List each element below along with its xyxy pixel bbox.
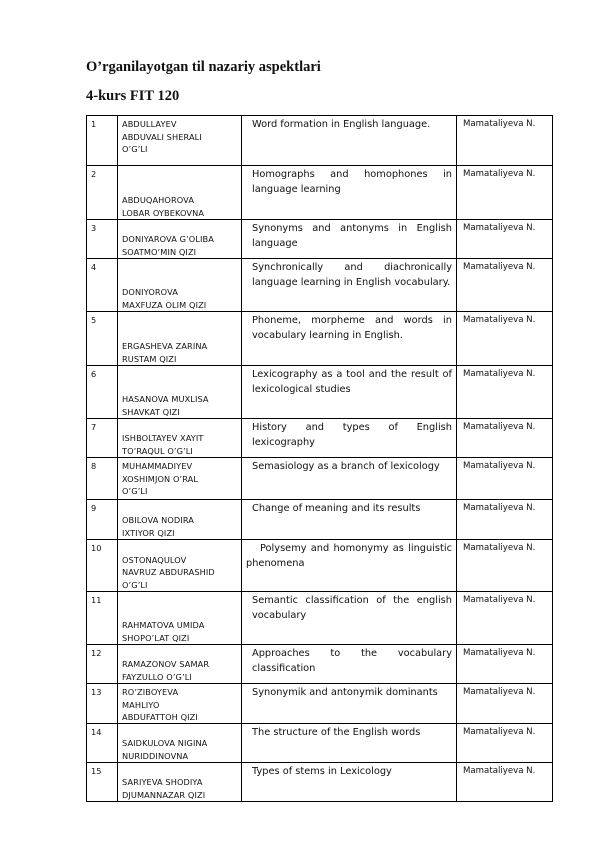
student-name-line: FAYZULLO O’G’LI [122,671,192,682]
student-name-line: ABDUQAHOROVA [122,195,195,205]
student-name-line: O’G’LI [122,144,148,154]
student-name-line: ABDULLAYEV [122,119,177,129]
row-number: 13 [87,684,118,724]
student-topics-table [86,115,553,802]
thesis-topic: Change of meaning and its results [242,500,457,540]
student-name-line: MUHAMMADIYEV [122,461,193,471]
student-name-cell [118,684,242,724]
thesis-topic: Synchronically and diachronically language learning in English vocabulary. [242,259,457,312]
table-row [87,220,553,259]
thesis-topic: Semasiology as a branch of lexicology [242,458,457,500]
row-number: 12 [87,645,118,684]
table-row [87,366,553,419]
row-number: 7 [87,419,118,458]
row-number: 9 [87,500,118,540]
student-name-line: OSTONAQULOV [122,554,187,565]
thesis-topic: Semantic classification of the english vocabulary [242,592,457,645]
row-number: 11 [87,592,118,645]
supervisor-name: Mamataliyeva N. [457,500,553,540]
row-number: 4 [87,259,118,312]
table-row [87,116,553,166]
student-name-cell [118,312,242,366]
table-row [87,645,553,684]
thesis-topic: Types of stems in Lexicology [242,763,457,802]
table-row [87,763,553,802]
student-name-line: XOSHIMJON O’RAL [122,473,199,484]
student-name-cell [118,724,242,763]
student-name-line: HASANOVA MUXLISA [122,394,209,404]
supervisor-name: Mamataliyeva N. [457,166,553,220]
student-name-line: O’G’LI [122,579,148,590]
student-name-line: MAXFUZA OLIM QIZI [122,299,207,310]
table-row [87,724,553,763]
table-row [87,684,553,724]
student-name-line: MAHLIYO [122,699,160,710]
thesis-topic: Word formation in English language. [242,116,457,166]
row-number: 8 [87,458,118,500]
table-row [87,592,553,645]
supervisor-name: Mamataliyeva N. [457,763,553,802]
thesis-topic: The structure of the English words [242,724,457,763]
document-title: O’rganilayotgan til nazariy aspektlari [86,59,321,75]
student-name-line: SARIYEVA SHODIYA [122,777,203,787]
row-number: 6 [87,366,118,419]
student-name-line: SOATMO’MIN QIZI [122,246,197,257]
table-row [87,540,553,592]
student-name-cell [118,592,242,645]
student-name-cell [118,500,242,540]
student-name-line: ERGASHEVA ZARINA [122,341,208,351]
student-name-cell [118,116,242,166]
thesis-topic: Polysemy and homonymy as linguistic phenomena [242,540,457,592]
student-name-line: O’G’LI [122,486,148,496]
supervisor-name: Mamataliyeva N. [457,259,553,312]
supervisor-name: Mamataliyeva N. [457,116,553,166]
thesis-topic: History and types of English lexicography [242,419,457,458]
student-name-line: NURIDDINOVNA [122,750,189,761]
student-name-cell [118,763,242,802]
row-number: 14 [87,724,118,763]
student-name-line: ABDUFATTOH QIZI [122,712,198,722]
document-subtitle: 4-kurs FIT 120 [86,88,180,104]
student-name-line: DJUMANNAZAR QIZI [122,789,206,800]
supervisor-name: Mamataliyeva N. [457,724,553,763]
student-name-line: IXTIYOR QIZI [122,527,175,538]
supervisor-name: Mamataliyeva N. [457,312,553,366]
student-name-cell [118,645,242,684]
student-name-line: RO’ZIBOYEVA [122,687,179,697]
thesis-topic: Homographs and homophones in language learning [242,166,457,220]
table-row [87,419,553,458]
thesis-topic: Synonymik and antonymik dominants [242,684,457,724]
student-name-line: SHOPO’LAT QIZI [122,632,190,643]
table-row [87,312,553,366]
student-name-cell [118,366,242,419]
student-name-line: ABDUVALI SHERALI [122,131,202,142]
table-row [87,166,553,220]
student-name-cell [118,166,242,220]
row-number: 5 [87,312,118,366]
thesis-topic: Phoneme, morpheme and words in vocabulary learning in English. [242,312,457,366]
student-name-cell [118,259,242,312]
row-number: 2 [87,166,118,220]
student-name-cell [118,458,242,500]
row-number: 1 [87,116,118,166]
student-name-line: DONIYAROVA G’OLIBA [122,234,214,244]
student-name-line: SHAVKAT QIZI [122,406,180,417]
student-name-cell [118,419,242,458]
supervisor-name: Mamataliyeva N. [457,684,553,724]
thesis-topic: Approaches to the vocabulary classification [242,645,457,684]
supervisor-name: Mamataliyeva N. [457,592,553,645]
student-name-line: OBILOVA NODIRA [122,515,194,525]
row-number: 3 [87,220,118,259]
thesis-topic: Synonyms and antonyms in English language [242,220,457,259]
student-name-line: LOBAR OYBEKOVNA [122,207,205,218]
supervisor-name: Mamataliyeva N. [457,220,553,259]
supervisor-name: Mamataliyeva N. [457,366,553,419]
supervisor-name: Mamataliyeva N. [457,645,553,684]
student-name-cell [118,220,242,259]
table-row [87,259,553,312]
student-name-line: RAMAZONOV SAMAR [122,659,210,669]
row-number: 15 [87,763,118,802]
table-row [87,500,553,540]
student-name-line: SAIDKULOVA NIGINA [122,738,208,748]
student-name-line: TO’RAQUL O’G’LI [122,445,193,456]
student-name-line: NAVRUZ ABDURASHID [122,567,215,577]
student-name-line: ISHBOLTAYEV XAYIT [122,433,204,443]
student-name-line: RUSTAM QIZI [122,353,177,364]
thesis-topic: Lexicography as a tool and the result of lexicological studies [242,366,457,419]
supervisor-name: Mamataliyeva N. [457,419,553,458]
supervisor-name: Mamataliyeva N. [457,540,553,592]
student-name-cell [118,540,242,592]
supervisor-name: Mamataliyeva N. [457,458,553,500]
student-name-line: RAHMATOVA UMIDA [122,620,205,630]
student-name-line: DONIYOROVA [122,287,178,297]
row-number: 10 [87,540,118,592]
table-row [87,458,553,500]
table-body [87,116,553,802]
